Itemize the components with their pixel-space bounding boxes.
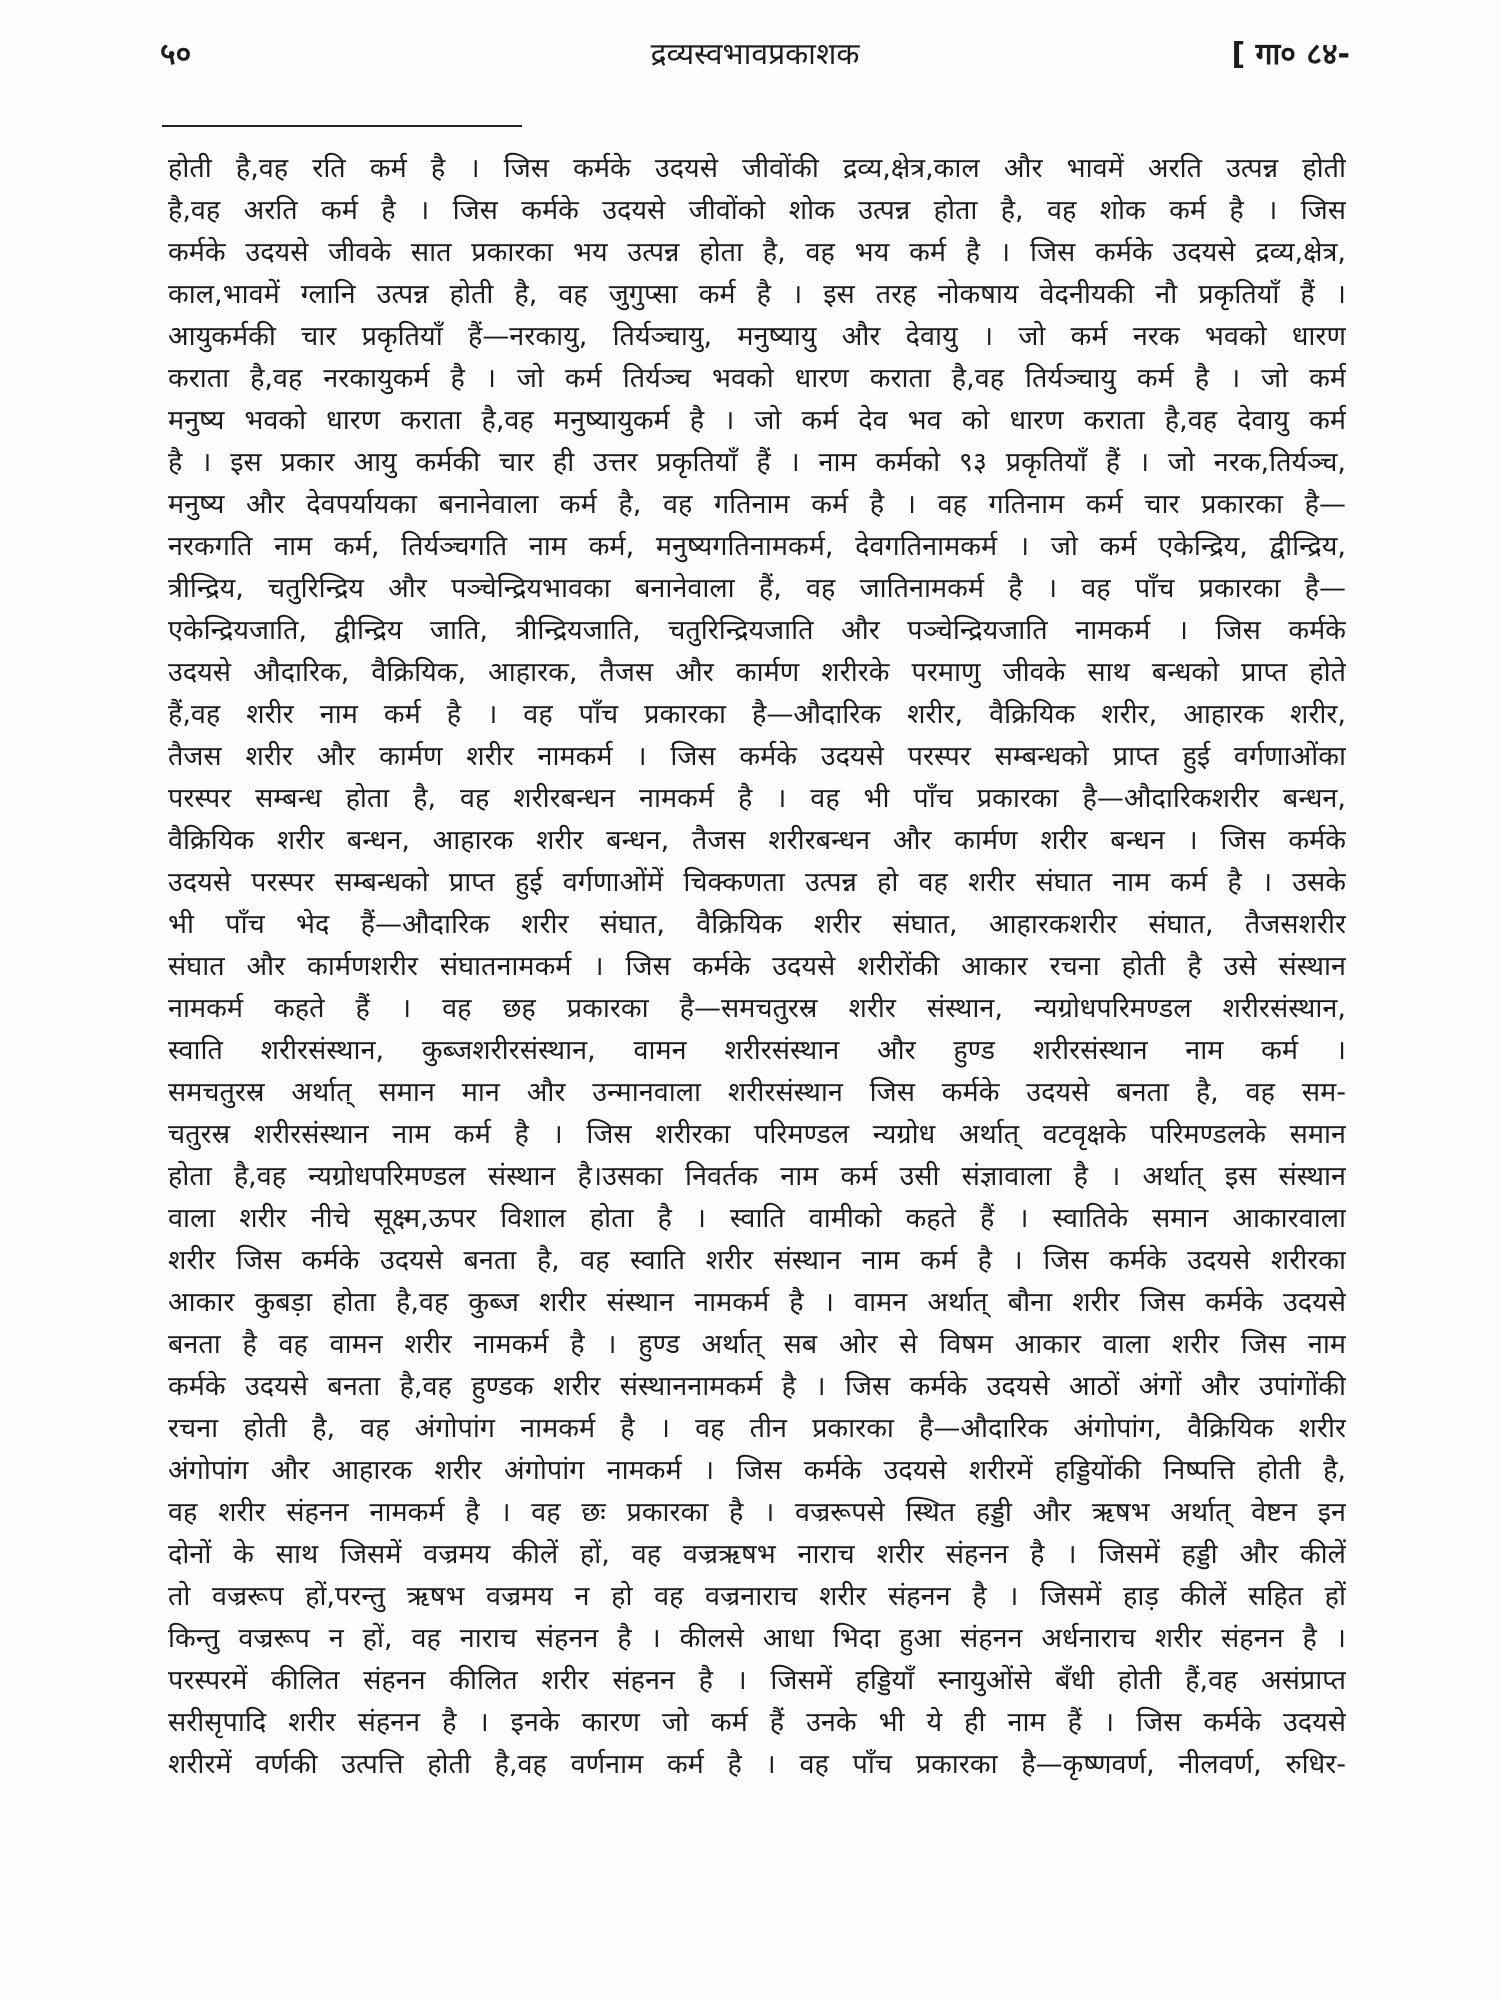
text-line: समचतुरस्र अर्थात् समान मान और उन्मानवाला शरीरसंस्थान जिस कर्मके उदयसे बनता है, वह सम- (168, 1077, 1346, 1108)
text-line: शरीर जिस कर्मके उदयसे बनता है, वह स्वाति शरीर संस्थान नाम कर्म है । जिस कर्मके उदयसे शरीरका (168, 1245, 1346, 1276)
running-title: द्रव्यस्वभावप्रकाशक (650, 37, 860, 72)
text-line: उदयसे परस्पर सम्बन्धको प्राप्त हुई वर्गणाओंमें चिक्कणता उत्पन्न हो वह शरीर संघात नाम कर्म है । उसके (168, 867, 1346, 898)
text-line: होता है,वह न्यग्रोधपरिमण्डल संस्थान है।उसका निवर्तक नाम कर्म उसी संज्ञावाला है । अर्थात् इस संस्थान (168, 1161, 1346, 1192)
text-line: दोनों के साथ जिसमें वज्रमय कीलें हों, वह वज्रऋषभ नाराच शरीर संहनन है । जिसमें हड्डी और कीलें (168, 1539, 1346, 1570)
page-number: ५० (160, 37, 192, 72)
page-header (160, 30, 1350, 80)
text-line: सरीसृपादि शरीर संहनन है । इनके कारण जो कर्म हैं उनके भी ये ही नाम हैं । जिस कर्मके उदयसे (168, 1707, 1346, 1738)
text-line: कराता है,वह नरकायुकर्म है । जो कर्म तिर्यञ्च भवको धारण कराता है,वह तिर्यञ्चायु कर्म है । जो कर्म (168, 363, 1346, 394)
text-line: है । इस प्रकार आयु कर्मकी चार ही उत्तर प्रकृतियाँ हैं । नाम कर्मको ९३ प्रकृतियाँ हैं । जो नरक,तिर्यञ्च, (168, 447, 1346, 478)
text-line: बनता है वह वामन शरीर नामकर्म है । हुण्ड अर्थात् सब ओर से विषम आकार वाला शरीर जिस नाम (168, 1329, 1346, 1360)
text-line: चतुरस्र शरीरसंस्थान नाम कर्म है । जिस शरीरका परिमण्डल न्यग्रोध अर्थात् वटवृक्षके परिमण्डलके समान (168, 1119, 1346, 1150)
text-line: अंगोपांग और आहारक शरीर अंगोपांग नामकर्म । जिस कर्मके उदयसे शरीरमें हड्डियोंकी निष्पत्ति होती है, (168, 1455, 1346, 1486)
text-line: कर्मके उदयसे जीवके सात प्रकारका भय उत्पन्न होता है, वह भय कर्म है । जिस कर्मके उदयसे द्रव्य,क्षेत्र, (168, 237, 1346, 268)
text-line: तो वज्ररूप हों,परन्तु ऋषभ वज्रमय न हो वह वज्रनाराच शरीर संहनन है । जिसमें हाड़ कीलें सहित हों (168, 1581, 1346, 1612)
text-line: शरीरमें वर्णकी उत्पत्ति होती है,वह वर्णनाम कर्म है । वह पाँच प्रकारका है—कृष्णवर्ण, नीलवर्ण, रुधिर- (168, 1749, 1346, 1780)
text-line: वह शरीर संहनन नामकर्म है । वह छः प्रकारका है । वज्ररूपसे स्थित हड्डी और ऋषभ अर्थात् वेष्टन इन (168, 1497, 1346, 1528)
text-line: परस्पर सम्बन्ध होता है, वह शरीरबन्धन नामकर्म है । वह भी पाँच प्रकारका है—औदारिकशरीर बन्धन, (168, 783, 1346, 814)
text-line: काल,भावमें ग्लानि उत्पन्न होती है, वह जुगुप्सा कर्म है । इस तरह नोकषाय वेदनीयकी नौ प्रकृतियाँ हैं । (168, 279, 1346, 310)
text-line: आयुकर्मकी चार प्रकृतियाँ हैं—नरकायु, तिर्यञ्चायु, मनुष्यायु और देवायु । जो कर्म नरक भवको धारण (168, 321, 1346, 352)
text-line: नामकर्म कहते हैं । वह छह प्रकारका है—समचतुरस्र शरीर संस्थान, न्यग्रोधपरिमण्डल शरीरसंस्थान, (168, 993, 1346, 1024)
text-line: त्रीन्द्रिय, चतुरिन्द्रिय और पञ्चेन्द्रियभावका बनानेवाला हैं, वह जातिनामकर्म है । वह पाँच प्रकारका है— (168, 573, 1346, 604)
text-line: कर्मके उदयसे बनता है,वह हुण्डक शरीर संस्थाननामकर्म है । जिस कर्मके उदयसे आठों अंगों और उपांगोंकी (168, 1371, 1346, 1402)
body-text (168, 148, 1346, 1786)
text-line: तैजस शरीर और कार्मण शरीर नामकर्म । जिस कर्मके उदयसे परस्पर सम्बन्धको प्राप्त हुई वर्गणाओंका (168, 741, 1346, 772)
text-line: परस्परमें कीलित संहनन कीलित शरीर संहनन है । जिसमें हड्डियाँ स्नायुओंसे बँधी होती हैं,वह असंप्राप्त (168, 1665, 1346, 1696)
text-line: है,वह अरति कर्म है । जिस कर्मके उदयसे जीवोंको शोक उत्पन्न होता है, वह शोक कर्म है । जिस (168, 195, 1346, 226)
text-line: भी पाँच भेद हैं—औदारिक शरीर संघात, वैक्रियिक शरीर संघात, आहारकशरीर संघात, तैजसशरीर (168, 909, 1346, 940)
text-line: हैं,वह शरीर नाम कर्म है । वह पाँच प्रकारका है—औदारिक शरीर, वैक्रियिक शरीर, आहारक शरीर, (168, 699, 1346, 730)
gatha-reference: [ गा० ८४- (1231, 37, 1350, 72)
text-line: स्वाति शरीरसंस्थान, कुब्जशरीरसंस्थान, वामन शरीरसंस्थान और हुण्ड शरीरसंस्थान नाम कर्म । (168, 1035, 1346, 1066)
text-line: एकेन्द्रियजाति, द्वीन्द्रिय जाति, त्रीन्द्रियजाति, चतुरिन्द्रियजाति और पञ्चेन्द्रियजाति नामकर्म । जिस कर्मके (168, 615, 1346, 646)
text-line: संघात और कार्मणशरीर संघातनामकर्म । जिस कर्मके उदयसे शरीरोंकी आकार रचना होती है उसे संस्थान (168, 951, 1346, 982)
text-line: वाला शरीर नीचे सूक्ष्म,ऊपर विशाल होता है । स्वाति वामीको कहते हैं । स्वातिके समान आकारवाला (168, 1203, 1346, 1234)
text-line: मनुष्य भवको धारण कराता है,वह मनुष्यायुकर्म है । जो कर्म देव भव को धारण कराता है,वह देवायु कर्म (168, 405, 1346, 436)
text-line: रचना होती है, वह अंगोपांग नामकर्म है । वह तीन प्रकारका है—औदारिक अंगोपांग, वैक्रियिक शरीर (168, 1413, 1346, 1444)
text-line: मनुष्य और देवपर्यायका बनानेवाला कर्म है, वह गतिनाम कर्म है । वह गतिनाम कर्म चार प्रकारका है— (168, 489, 1346, 520)
text-line: नरकगति नाम कर्म, तिर्यञ्चगति नाम कर्म, मनुष्यगतिनामकर्म, देवगतिनामकर्म । जो कर्म एकेन्द्रिय, द्वीन्द्रिय, (168, 531, 1346, 562)
text-line: उदयसे औदारिक, वैक्रियिक, आहारक, तैजस और कार्मण शरीरके परमाणु जीवके साथ बन्धको प्राप्त होते (168, 657, 1346, 688)
text-line: किन्तु वज्ररूप न हों, वह नाराच संहनन है । कीलसे आधा भिदा हुआ संहनन अर्धनाराच शरीर संहनन है । (168, 1623, 1346, 1654)
text-line: वैक्रियिक शरीर बन्धन, आहारक शरीर बन्धन, तैजस शरीरबन्धन और कार्मण शरीर बन्धन । जिस कर्मके (168, 825, 1346, 856)
header-rule (162, 125, 522, 127)
text-line: आकार कुबड़ा होता है,वह कुब्ज शरीर संस्थान नामकर्म है । वामन अर्थात् बौना शरीर जिस कर्मके उदयसे (168, 1287, 1346, 1318)
text-line: होती है,वह रति कर्म है । जिस कर्मके उदयसे जीवोंकी द्रव्य,क्षेत्र,काल और भावमें अरति उत्पन्न होती (168, 153, 1346, 184)
